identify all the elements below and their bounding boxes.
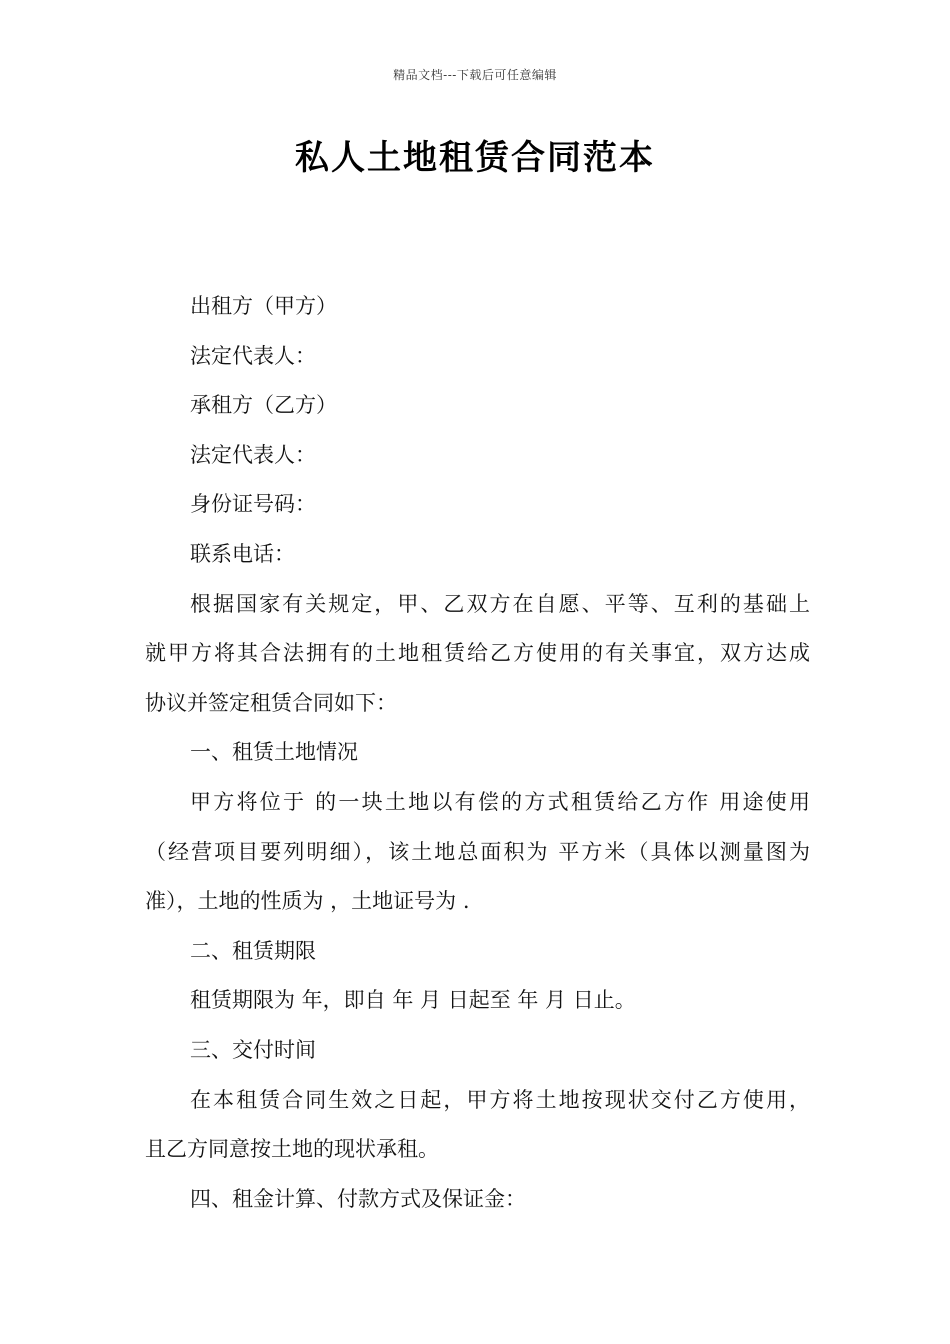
preamble-line-2: 就甲方将其合法拥有的土地租赁给乙方使用的有关事宜，双方达成 <box>145 641 810 666</box>
preamble-line-3: 协议并签定租赁合同如下： <box>145 690 397 715</box>
document-title: 私人土地租赁合同范本 <box>295 138 655 178</box>
preamble-line-1: 根据国家有关规定，甲、乙双方在自愿、平等、互利的基础上 <box>190 591 810 616</box>
document-body <box>145 282 810 1224</box>
lessor-label: 出租方（甲方） <box>190 294 337 318</box>
header-note: 精品文档---下载后可任意编辑 <box>393 68 557 82</box>
lessor-representative-label: 法定代表人： <box>190 343 316 368</box>
id-number-label: 身份证号码： <box>190 492 316 517</box>
section-3-line-1: 在本租赁合同生效之日起，甲方将土地按现状交付乙方使用， <box>190 1087 810 1112</box>
section-1-line-2: （经营项目要列明细），该土地总面积为 平方米（具体以测量图为 <box>145 839 810 864</box>
section-1-line-3: 准），土地的性质为 ，土地证号为 . <box>145 889 470 914</box>
section-2-line-1: 租赁期限为 年，即自 年 月 日起至 年 月 日止。 <box>190 988 636 1013</box>
section-3-line-2: 且乙方同意按土地的现状承租。 <box>145 1137 439 1162</box>
section-2-heading: 二、租赁期限 <box>190 938 316 963</box>
section-3-heading: 三、交付时间 <box>190 1037 316 1062</box>
section-4-heading: 四、租金计算、付款方式及保证金： <box>190 1186 526 1211</box>
lessee-label: 承租方（乙方） <box>190 393 337 418</box>
lessee-representative-label: 法定代表人： <box>190 442 316 467</box>
phone-label: 联系电话： <box>190 541 295 566</box>
section-1-line-1: 甲方将位于 的一块土地以有偿的方式租赁给乙方作 用途使用 <box>190 789 810 814</box>
section-1-heading: 一、租赁土地情况 <box>190 740 358 765</box>
